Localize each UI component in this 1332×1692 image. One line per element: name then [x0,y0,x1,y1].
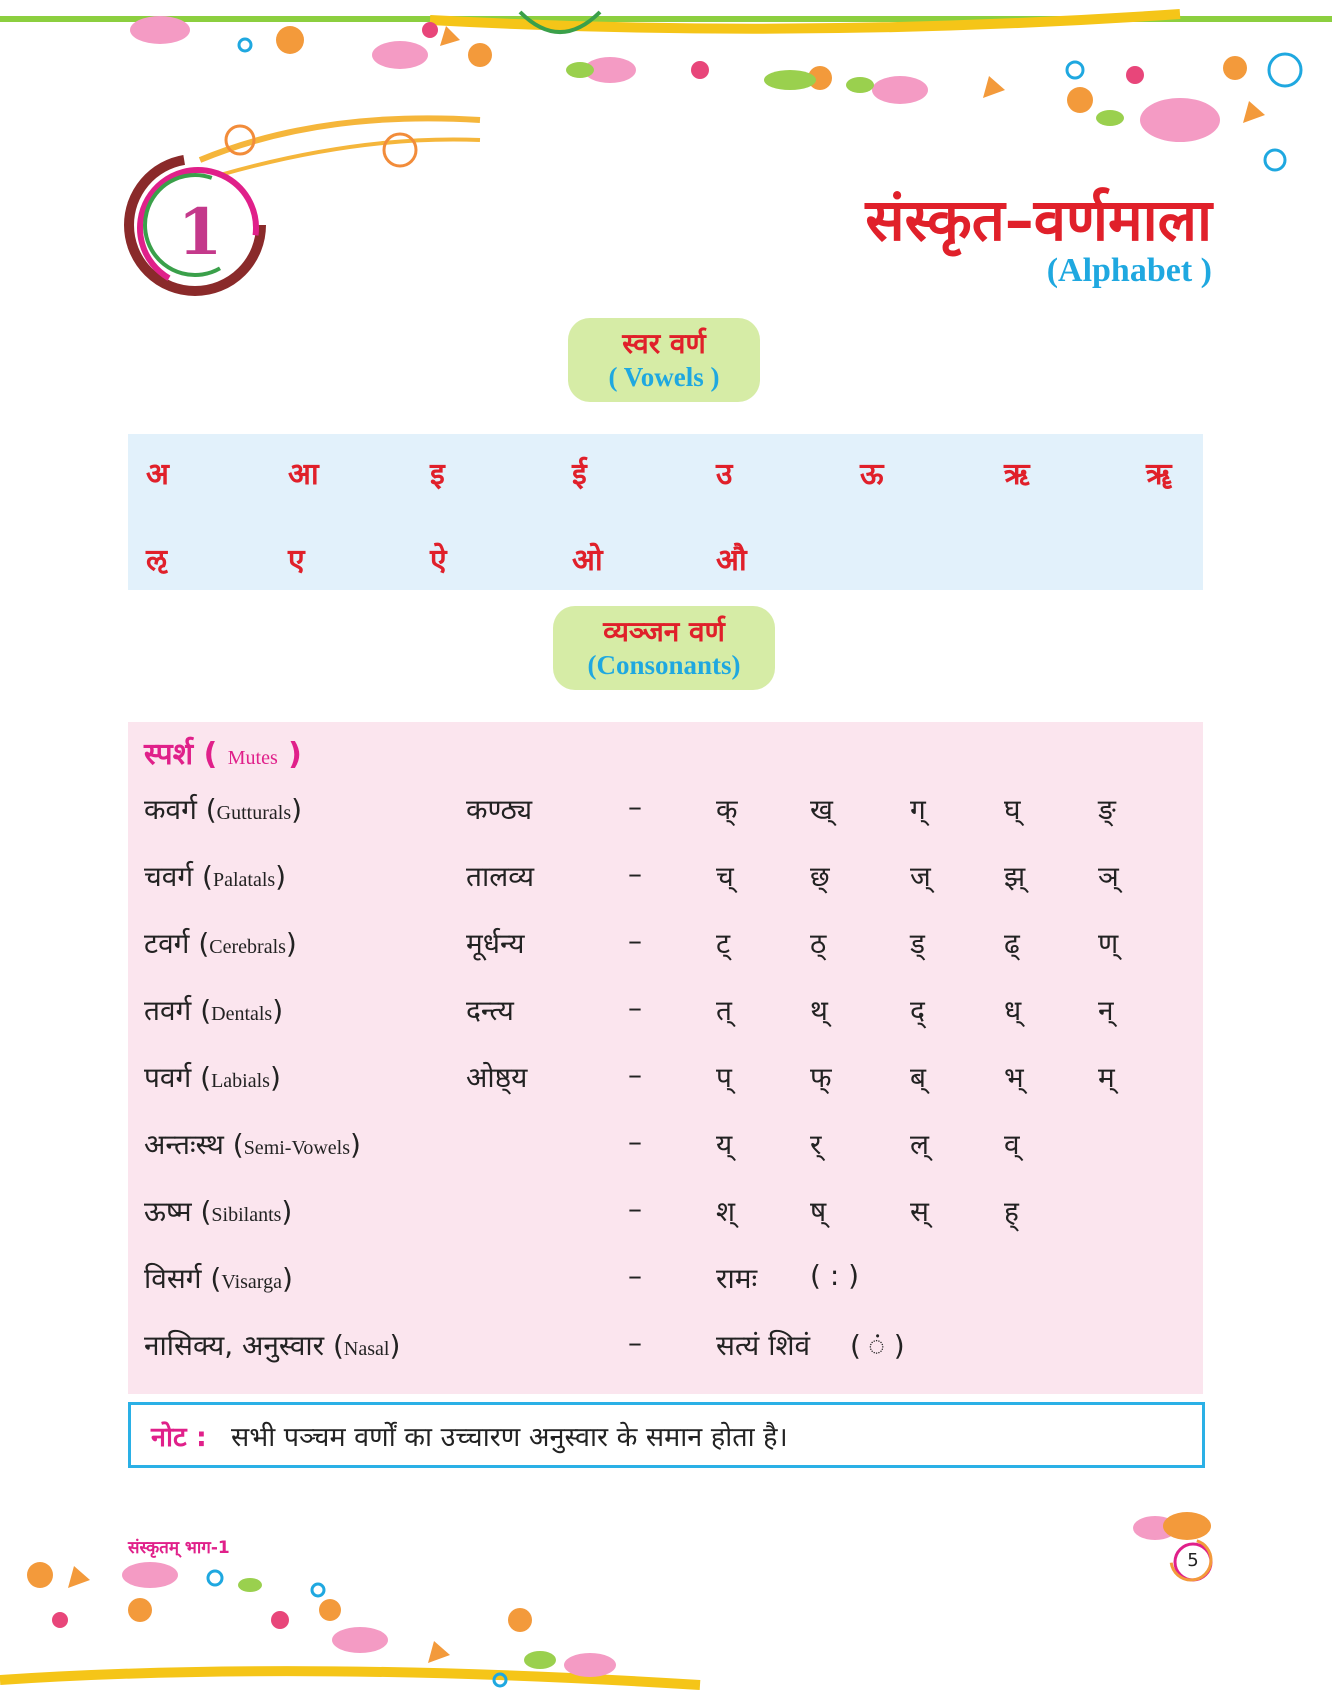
consonant-letter: द् [910,994,925,1027]
consonants-heading-hindi: व्यञ्जन वर्ण [603,615,725,648]
consonant-letter: न् [1098,994,1114,1027]
vowel-letter: ई [572,457,587,492]
row-place: ओष्ठ्य [466,1061,528,1094]
consonant-letter: ट् [716,927,731,960]
row-name-english: Labials [211,1070,270,1092]
consonant-letter: ख् [810,793,833,826]
vowel-letter: ऊ [860,457,884,492]
vowel-letter: इ [430,457,445,492]
note-text: सभी पञ्चम वर्णों का उच्चारण अनुस्वार के समान होता है। [231,1422,788,1453]
note-box [128,1402,1205,1468]
consonant-letter: छ् [810,860,830,893]
book-title: संस्कृतम् भाग-1 [128,1538,230,1558]
table-row: अन्तःस्थ (Semi-Vowels) – य् र् ल् व् [144,1125,1020,1161]
table-row: चवर्ग (Palatals) तालव्य – च् छ् ज् झ् ञ् [144,857,1119,893]
page-title: संस्कृत–वर्णमाला [865,186,1212,254]
consonant-letter: त् [716,994,732,1027]
page-subtitle: (Alphabet ) [1046,252,1212,289]
row-dash: – [628,1326,642,1359]
bottom-floral-border [0,1540,1332,1692]
table-row: नासिक्य, अनुस्वार (Nasal) – सत्यं शिवं ( ं ) [144,1326,905,1362]
row-place: तालव्य [466,860,535,893]
consonant-letter: ह् [1004,1195,1019,1228]
consonant-letter: ष् [810,1195,827,1228]
row-example: रामः [716,1262,758,1295]
row-symbol: ( ं ) [850,1329,905,1362]
consonant-letter: श् [716,1195,736,1228]
chapter-number: 1 [177,195,223,270]
consonant-letter: ज् [910,860,931,893]
row-dash: – [628,790,642,823]
mutes-heading-hindi: स्पर्श [144,737,194,772]
row-symbol: ( : ) [810,1259,860,1292]
consonant-letter: प् [716,1061,732,1094]
vowel-letter: ऐ [430,543,447,578]
consonant-letter: ब् [910,1061,926,1094]
table-row: कवर्ग (Gutturals) कण्ठ्य – क् ख् ग् घ् ङ् [144,790,1116,826]
consonants-heading-english: (Consonants) [587,650,741,680]
vowel-letter: ॠ [1146,457,1172,492]
consonant-letter: व् [1004,1128,1020,1161]
vowel-letter: उ [716,457,733,492]
consonant-letter: ण् [1098,927,1119,960]
consonant-letter: म् [1098,1061,1115,1094]
row-dash: – [628,1259,642,1292]
consonant-letter: थ् [810,994,828,1027]
table-row: तवर्ग (Dentals) दन्त्य – त् थ् द् ध् न् [144,991,1114,1027]
row-name-english: Semi-Vowels [243,1137,350,1159]
consonant-letter: घ् [1004,793,1021,826]
row-dash: – [628,857,642,890]
row-place: दन्त्य [466,994,514,1027]
vowel-letter: ऌ [146,543,167,578]
vowel-letter: औ [716,543,747,578]
row-example: सत्यं शिवं [716,1329,811,1362]
row-name-english: Nasal [343,1338,390,1360]
consonants-heading [553,606,775,690]
row-dash: – [628,924,642,957]
consonant-letter: भ् [1004,1061,1024,1094]
row-name-hindi: नासिक्य, अनुस्वार [144,1329,325,1362]
page-number: 5 [1187,1550,1199,1571]
row-name-hindi: अन्तःस्थ [144,1128,224,1161]
row-place: कण्ठ्य [466,793,533,826]
table-row: ऊष्म (Sibilants) – श् ष् स् ह् [144,1192,1019,1228]
consonant-letter: ल् [910,1128,929,1161]
table-row: टवर्ग (Cerebrals) मूर्धन्य – ट् ठ् ड् ढ् ण् [144,924,1119,960]
vowel-letter: ओ [572,543,603,578]
consonant-letter: स् [910,1195,929,1228]
consonant-letter: ठ् [810,927,827,960]
row-name-english: Visarga [221,1271,282,1293]
row-name-english: Dentals [211,1003,273,1025]
consonant-letter: फ् [810,1061,832,1094]
consonant-letter: ढ् [1004,927,1020,960]
note-label: नोट : [151,1422,207,1453]
consonant-letter: ड् [910,927,925,960]
row-place: मूर्धन्य [466,927,525,960]
vowels-heading-english: ( Vowels ) [608,362,720,392]
vowels-table [128,434,1203,590]
row-name-hindi: ऊष्म [144,1195,192,1228]
vowel-letter: ऋ [1004,457,1030,492]
row-dash: – [628,1058,642,1091]
row-name-hindi: विसर्ग [144,1262,202,1295]
row-dash: – [628,1192,642,1225]
row-name-hindi: टवर्ग [144,927,190,960]
consonant-letter: र् [810,1128,822,1161]
table-row: पवर्ग (Labials) ओष्ठ्य – प् फ् ब् भ् म् [144,1058,1115,1094]
row-dash: – [628,1125,642,1158]
vowels-heading-hindi: स्वर वर्ण [622,327,706,360]
mutes-heading: स्पर्श ( Mutes ) [144,737,302,772]
table-row: विसर्ग (Visarga) – रामः ( : ) [144,1259,860,1295]
vowel-letter: आ [288,457,319,492]
consonant-letter: च् [716,860,734,893]
vowels-heading [568,318,760,402]
vowel-letter: ए [288,543,305,578]
row-name-english: Cerebrals [209,936,286,958]
consonant-letter: क् [716,793,738,826]
row-name-hindi: कवर्ग [144,793,197,826]
vowel-letter: अ [146,457,169,492]
row-name-english: Gutturals [216,802,292,824]
row-name-hindi: तवर्ग [144,994,192,1027]
row-name-english: Sibilants [211,1204,282,1226]
consonant-letter: ञ् [1098,860,1119,893]
row-name-hindi: पवर्ग [144,1061,192,1094]
consonant-letter: य् [716,1128,733,1161]
consonant-letter: ङ् [1098,793,1116,826]
row-name-english: Palatals [212,869,276,891]
mutes-heading-english: Mutes [227,747,278,769]
consonant-letter: झ् [1004,860,1026,893]
row-name-hindi: चवर्ग [144,860,194,893]
consonant-letter: ग् [910,793,926,826]
consonant-letter: ध् [1004,994,1022,1027]
row-dash: – [628,991,642,1024]
